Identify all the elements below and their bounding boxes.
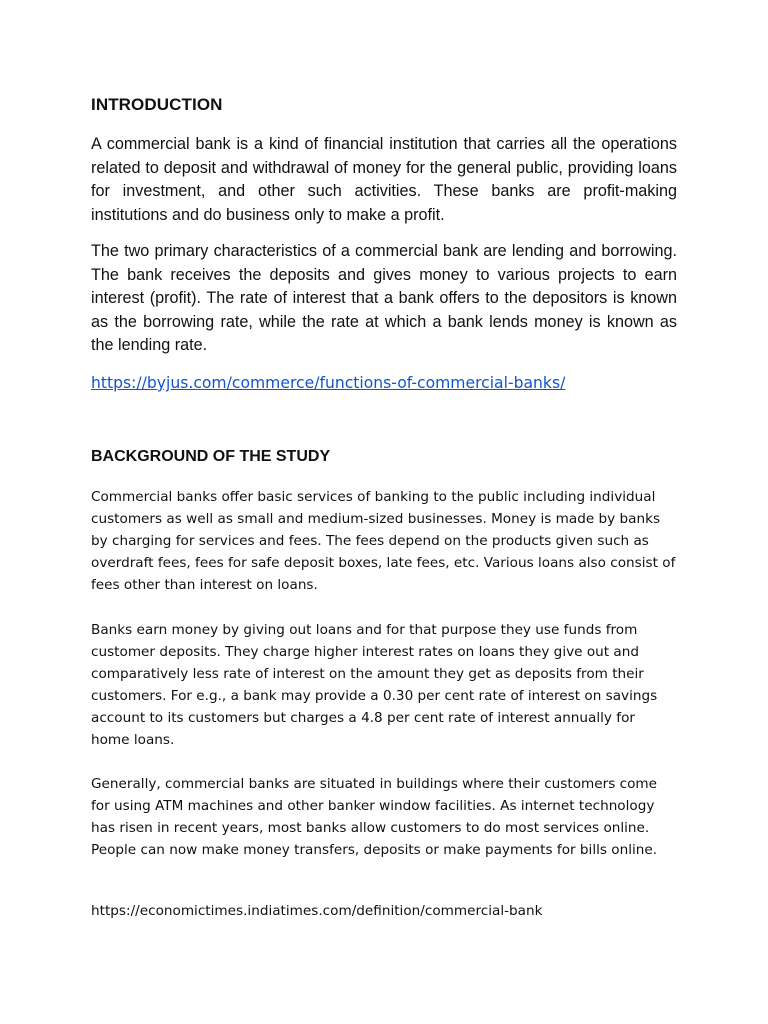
background-paragraph-2: Banks earn money by giving out loans and for that purpose they use funds from customer deposits. They charge higher interest rates on loans they give out and comparatively less rate of interest on the amount they get as deposits from their customers. For e.g., a bank may provide a 0.30 per cent rate of interest on savings account to its customers but charges a 4.8 per cent rate of interest annually for home loans. xyxy=(91,622,658,749)
background-heading: BACKGROUND OF THE STUDY xyxy=(91,448,331,465)
byjus-source-link[interactable]: https://byjus.com/commerce/functions-of-commercial-banks/ xyxy=(91,374,566,392)
introduction-heading: INTRODUCTION xyxy=(91,95,223,114)
introduction-paragraph-2: The two primary characteristics of a commercial bank are lending and borrowing. The bank receives the deposits and gives money to various projects to earn interest (profit). The rate of interest that a bank offers to the depositors is known as the borrowing rate, while the rate at which a bank lends money is known as the lending rate. xyxy=(91,242,677,355)
background-paragraph-1: Commercial banks offer basic services of banking to the public including individual customers as well as small and medium-sized businesses. Money is made by banks by charging for services and fees. The fees depend on the products given such as overdraft fees, fees for safe deposit boxes, late fees, etc. Various loans also consist of fees other than interest on loans. xyxy=(91,489,676,594)
background-paragraph-3: Generally, commercial banks are situated in buildings where their customers come for using ATM machines and other banker window facilities. As internet technology has risen in recent years, most banks allow customers to do most services online. People can now make money transfers, deposits or make payments for bills online. xyxy=(91,776,658,859)
introduction-paragraph-1: A commercial bank is a kind of financial institution that carries all the operations related to deposit and withdrawal of money for the general public, providing loans for investment, and other such activities. These banks are profit-making institutions and do business only to make a profit. xyxy=(91,135,677,224)
economictimes-source-text: https://economictimes.indiatimes.com/definition/commercial-bank xyxy=(91,903,543,919)
